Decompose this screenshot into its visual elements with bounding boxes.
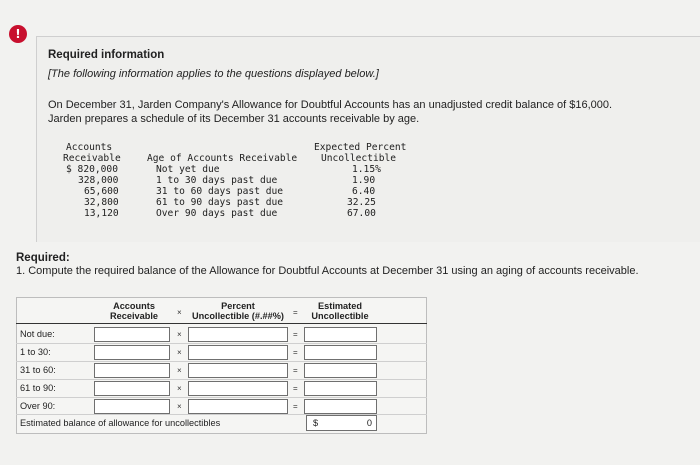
age-4: Over 90 days past due bbox=[156, 208, 278, 219]
question-text: 1. Compute the required balance of the Allowance for Doubtful Accounts at December 31 using an aging of accounts receivable. bbox=[16, 265, 639, 277]
age-1: 1 to 30 days past due bbox=[156, 175, 278, 186]
times-sign: × bbox=[177, 330, 182, 339]
receivable-1: 328,000 bbox=[78, 175, 119, 186]
schedule-col2-header: Age of Accounts Receivable bbox=[147, 153, 298, 164]
times-sign: × bbox=[177, 348, 182, 357]
equals-sign: = bbox=[293, 348, 298, 357]
percent-input-1-to-30[interactable] bbox=[188, 345, 288, 360]
receivable-input-over-90[interactable] bbox=[94, 399, 170, 414]
equals-sign: = bbox=[293, 366, 298, 375]
row-divider bbox=[16, 397, 427, 398]
percent-3: 32.25 bbox=[347, 197, 376, 208]
percent-input-not-due[interactable] bbox=[188, 327, 288, 342]
percent-input-31-to-60[interactable] bbox=[188, 363, 288, 378]
estimate-input-31-to-60[interactable] bbox=[304, 363, 377, 378]
header-accounts-receivable bbox=[96, 301, 172, 321]
intro-text bbox=[48, 98, 688, 126]
equals-sign: = bbox=[293, 330, 298, 339]
estimate-input-1-to-30[interactable] bbox=[304, 345, 377, 360]
receivable-3: 32,800 bbox=[84, 197, 119, 208]
percent-1: 1.90 bbox=[352, 175, 376, 186]
percent-input-over-90[interactable] bbox=[188, 399, 288, 414]
dollar-sign: $ bbox=[313, 418, 319, 428]
receivable-input-61-to-90[interactable] bbox=[94, 381, 170, 396]
intro-line-1: On December 31, Jarden Company's Allowance for Doubtful Accounts has an unadjusted credit balance of $16,000. bbox=[48, 99, 613, 111]
header-accounts: Accounts bbox=[113, 301, 155, 311]
schedule-col3-header-1: Expected Percent bbox=[314, 142, 407, 153]
estimate-input-over-90[interactable] bbox=[304, 399, 377, 414]
receivable-4: 13,120 bbox=[84, 208, 119, 219]
total-label: Estimated balance of allowance for uncollectibles bbox=[20, 418, 221, 428]
receivable-0: $ 820,000 bbox=[66, 164, 118, 175]
times-sign: × bbox=[177, 402, 182, 411]
percent-2: 6.40 bbox=[352, 186, 376, 197]
header-estimated-uncollectible bbox=[304, 301, 376, 321]
intro-line-2: Jarden prepares a schedule of its December 31 accounts receivable by age. bbox=[48, 113, 420, 125]
equals-sign: = bbox=[293, 384, 298, 393]
receivable-input-31-to-60[interactable] bbox=[94, 363, 170, 378]
row-divider bbox=[16, 343, 427, 344]
row-divider bbox=[16, 361, 427, 362]
receivable-2: 65,600 bbox=[84, 186, 119, 197]
header-estimated: Estimated bbox=[318, 301, 362, 311]
row-label-61-to-90: 61 to 90: bbox=[20, 383, 56, 393]
estimate-input-not-due[interactable] bbox=[304, 327, 377, 342]
row-label-not-due: Not due: bbox=[20, 329, 55, 339]
receivable-input-1-to-30[interactable] bbox=[94, 345, 170, 360]
receivable-input-not-due[interactable] bbox=[94, 327, 170, 342]
required-information-title: Required information bbox=[48, 49, 165, 61]
alert-icon: ! bbox=[9, 25, 27, 43]
header-percent-uncollectible bbox=[186, 301, 290, 321]
age-2: 31 to 60 days past due bbox=[156, 186, 284, 197]
schedule-col1-header-2: Receivable bbox=[63, 153, 121, 164]
header-divider bbox=[16, 323, 427, 324]
age-3: 61 to 90 days past due bbox=[156, 197, 284, 208]
row-label-over-90: Over 90: bbox=[20, 401, 56, 411]
required-title: Required: bbox=[16, 252, 70, 264]
estimate-input-61-to-90[interactable] bbox=[304, 381, 377, 396]
percent-4: 67.00 bbox=[347, 208, 376, 219]
header-receivable: Receivable bbox=[109, 311, 158, 321]
row-label-31-to-60: 31 to 60: bbox=[20, 365, 56, 375]
info-note: [The following information applies to the questions displayed below.] bbox=[48, 68, 379, 80]
header-percent: Percent bbox=[221, 301, 255, 311]
header-equals-sign: = bbox=[293, 308, 298, 317]
schedule-col1-header-1: Accounts bbox=[66, 142, 113, 153]
times-sign: × bbox=[177, 366, 182, 375]
equals-sign: = bbox=[293, 402, 298, 411]
row-divider bbox=[16, 379, 427, 380]
schedule-col3-header-2: Uncollectible bbox=[321, 153, 397, 164]
total-allowance-field[interactable]: 0 bbox=[306, 415, 377, 431]
times-sign: × bbox=[177, 384, 182, 393]
percent-input-61-to-90[interactable] bbox=[188, 381, 288, 396]
age-0: Not yet due bbox=[156, 164, 220, 175]
header-uncollectible-pct: Uncollectible (#.##%) bbox=[192, 311, 284, 321]
percent-0: 1.15% bbox=[352, 164, 381, 175]
header-times-sign: × bbox=[177, 308, 182, 317]
header-est-uncollectible: Uncollectible bbox=[311, 311, 369, 321]
row-label-1-to-30: 1 to 30: bbox=[20, 347, 51, 357]
